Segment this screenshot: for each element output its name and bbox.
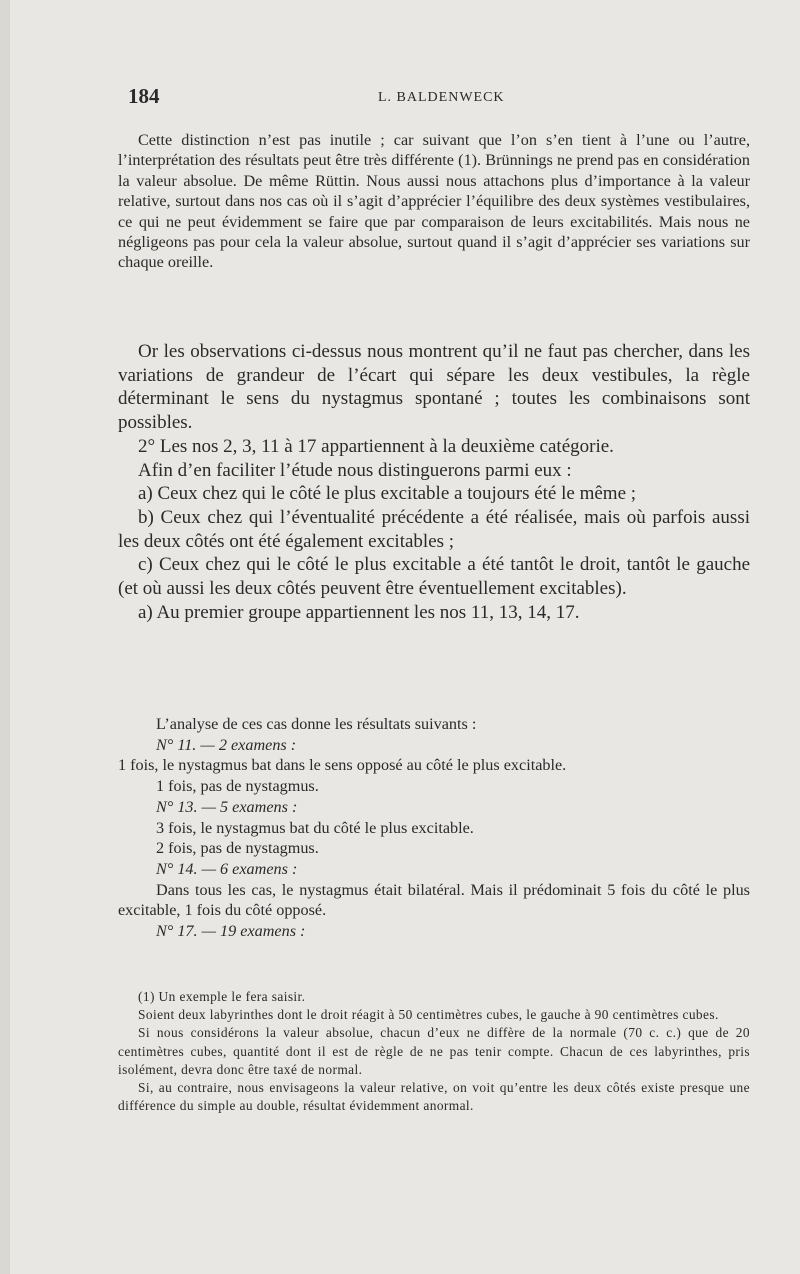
analysis-block [118, 714, 750, 942]
paragraph-observations: Or les observations ci-dessus nous montrent qu’il ne faut pas chercher, dans les variations de grandeur de l’écart qui sépare les deux vestibules, la règle déterminant le sens du nystagmus spontané ; toutes les combinaisons sont possibles. [118, 341, 750, 434]
paragraph-group-a: a) Ceux chez qui le côté le plus excitable a toujours été le même ; [138, 483, 637, 505]
case-13-result-1: 3 fois, le nystagmus bat du côté le plus excitable. [156, 818, 474, 837]
case-11-result-2: 1 fois, pas de nystagmus. [156, 777, 319, 796]
paragraph-category: 2° Les nos 2, 3, 11 à 17 appartiennent à la deuxième catégorie. [138, 435, 614, 457]
case-11-heading: N° 11. — 2 examens : [156, 735, 297, 754]
main-text-block [118, 340, 750, 624]
analysis-intro: L’analyse de ces cas donne les résultats suivants : [156, 715, 477, 733]
intro-paragraph: Cette distinction n’est pas inutile ; car suivant que l’on s’en tient à l’une ou l’autre, l’interprétation des résultats peut être très différente (1). Brünnings ne prend pas en considération la valeur absolue. De même Rüttin. Nous aussi nous attachons plus d’importance à la valeur relative, surtout dans nos cas où il s’agit d’apprécier l’équilibre des deux systèmes vestibulaires, ce qui ne peut évidemment se faire que par comparaison de leurs excitabilités. Mais nous ne négligeons pas pour cela la valeur absolue, surtout quand il s’agit d’apprécier ses variations sur chaque oreille. [118, 131, 750, 272]
footnote-2: Soient deux labyrinthes dont le droit réagit à 50 centimètres cubes, le gauche à 90 centimètres cubes. [138, 1007, 719, 1023]
case-13-heading: N° 13. — 5 examens : [156, 797, 298, 816]
page-header [128, 84, 758, 112]
footnote-4: Si, au contraire, nous envisageons la valeur relative, on voit qu’entre les deux côtés existe presque une différence du simple au double, résultat évidemment anormal. [118, 1080, 750, 1114]
intro-paragraph-block [118, 130, 750, 273]
footnote-3: Si nous considérons la valeur absolue, chacun d’eux ne diffère de la normale (70 c. c.) que de 20 centimètres cubes, quantité dont il est de règle de ne pas tenir compte. Chacun de ces labyrinthes, pris isolément, devra donc être taxé de normal. [118, 1025, 750, 1077]
case-14-heading: N° 14. — 6 examens : [156, 859, 298, 878]
page-number: 184 [128, 84, 160, 108]
footnote-1: (1) Un exemple le fera saisir. [138, 989, 306, 1004]
case-13-result-2: 2 fois, pas de nystagmus. [156, 839, 319, 858]
case-14-result: Dans tous les cas, le nystagmus était bilatéral. Mais il prédominait 5 fois du côté le plus excitable, 1 fois du côté opposé. [118, 880, 750, 920]
running-head: L. BALDENWECK [378, 90, 505, 105]
case-11-result-1: 1 fois, le nystagmus bat dans le sens opposé au côté le plus excitable. [118, 756, 567, 775]
paragraph-distinguish: Afin d’en faciliter l’étude nous distinguerons parmi eux : [138, 459, 572, 481]
paragraph-group-c: c) Ceux chez qui le côté le plus excitable a été tantôt le droit, tantôt le gauche (et où aussi les deux côtés peuvent être éventuellement excitables). [118, 554, 750, 600]
footnotes-block [118, 988, 750, 1115]
paragraph-first-group: a) Au premier groupe appartiennent les nos 11, 13, 14, 17. [138, 601, 580, 623]
case-17-heading: N° 17. — 19 examens : [156, 922, 306, 941]
paragraph-group-b: b) Ceux chez qui l’éventualité précédente a été réalisée, mais où parfois aussi les deux côtés ont été également excitables ; [118, 506, 750, 552]
